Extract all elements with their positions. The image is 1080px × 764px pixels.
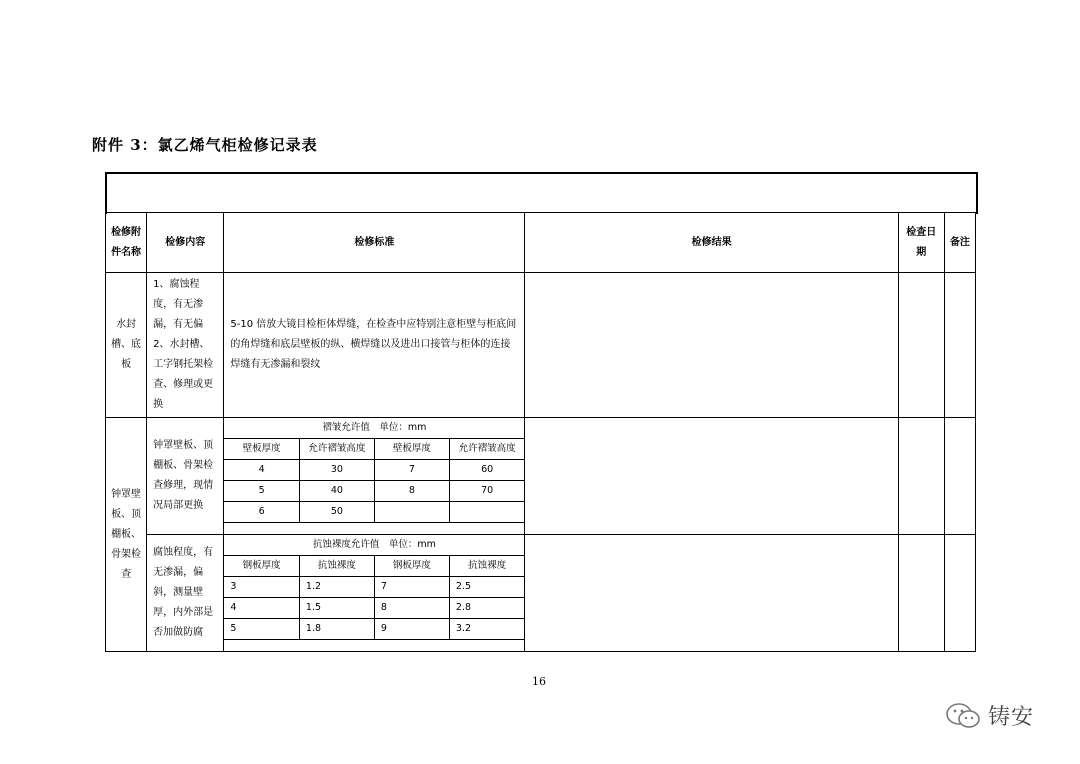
wrinkle-cell: 40 [299,481,374,502]
wrinkle-col-header: 允许褶皱高度 [449,439,524,460]
row2-content-b: 腐蚀程度，有无渗漏，偏斜，测量壁厚，内外部是否加做防腐 [147,535,224,652]
header-result: 检修结果 [525,213,898,273]
wrinkle-cell: 5 [224,481,299,502]
wrinkle-cell [449,502,524,523]
row2-date-a[interactable] [898,418,944,535]
header-standard: 检修标准 [224,213,525,273]
wrinkle-cell: 30 [299,460,374,481]
wrinkle-cell: 4 [224,460,299,481]
wrinkle-cell: 70 [449,481,524,502]
row1-standard: 5-10 倍放大镜目检柜体焊缝，在检查中应特别注意柜壁与柜底间的角焊缝和底层壁板的纵、横焊缝以及进出口接管与柜体的连接焊缝有无渗漏和裂纹 [224,273,525,418]
wrinkle-tolerance-table [224,418,524,523]
corrosion-col-header: 抗蚀裸度 [449,556,524,577]
row1-part: 水封槽、底板 [106,273,147,418]
corrosion-cell: 5 [224,619,299,640]
header-date: 检查日期 [898,213,944,273]
page-number: 16 [532,675,546,688]
wrinkle-cell: 7 [374,460,449,481]
watermark-text: 铸安 [988,705,1035,730]
corrosion-cell: 3.2 [449,619,524,640]
corrosion-col-header: 钢板厚度 [224,556,299,577]
wrinkle-cell: 6 [224,502,299,523]
header-part: 检修附件名称 [106,213,147,273]
corrosion-tolerance-table [224,535,524,640]
document-title: 附件 3：氯乙烯气柜检修记录表 [92,136,318,154]
row2-date-b[interactable] [898,535,944,652]
corrosion-cell: 9 [374,619,449,640]
watermark [944,700,1034,731]
table-row [106,535,976,652]
row2-part: 钟罩壁板、顶棚板、骨架检查 [106,418,147,652]
row1-date[interactable] [898,273,944,418]
corrosion-table-caption: 抗蚀裸度允许值 单位：mm [224,535,524,556]
corrosion-cell: 1.5 [299,598,374,619]
wechat-icon [944,701,984,731]
corrosion-cell: 2.8 [449,598,524,619]
row1-note[interactable] [944,273,975,418]
row1-content: 1、腐蚀程度，有无渗漏，有无偏 2、水封槽、工字钢托架检查、修理或更换 [147,273,224,418]
row2-note-b[interactable] [944,535,975,652]
wrinkle-cell: 8 [374,481,449,502]
corrosion-cell: 3 [224,577,299,598]
corrosion-cell: 4 [224,598,299,619]
row2-content-a: 钟罩壁板、顶棚板、骨架检查修理，现情况局部更换 [147,418,224,535]
wrinkle-col-header: 壁板厚度 [374,439,449,460]
wrinkle-col-header: 壁板厚度 [224,439,299,460]
table-row [106,273,976,418]
wrinkle-col-header: 允许褶皱高度 [299,439,374,460]
header-note: 备注 [944,213,975,273]
table-header-row [106,213,976,273]
corrosion-tolerance-cell [224,535,525,652]
wrinkle-cell [374,502,449,523]
row2-result-b[interactable] [525,535,898,652]
wrinkle-table-caption: 褶皱允许值 单位：mm [224,418,524,439]
corrosion-cell: 2.5 [449,577,524,598]
table-row [106,418,976,535]
corrosion-cell: 1.8 [299,619,374,640]
inspection-record-table [105,212,976,652]
corrosion-col-header: 钢板厚度 [374,556,449,577]
wrinkle-cell: 50 [299,502,374,523]
wrinkle-tolerance-cell [224,418,525,535]
corrosion-cell: 1.2 [299,577,374,598]
header-content: 检修内容 [147,213,224,273]
row2-note-a[interactable] [944,418,975,535]
wrinkle-cell: 60 [449,460,524,481]
row1-result[interactable] [525,273,898,418]
corrosion-cell: 7 [374,577,449,598]
table-title-band [105,172,978,214]
corrosion-cell: 8 [374,598,449,619]
corrosion-col-header: 抗蚀裸度 [299,556,374,577]
row2-result-a[interactable] [525,418,898,535]
